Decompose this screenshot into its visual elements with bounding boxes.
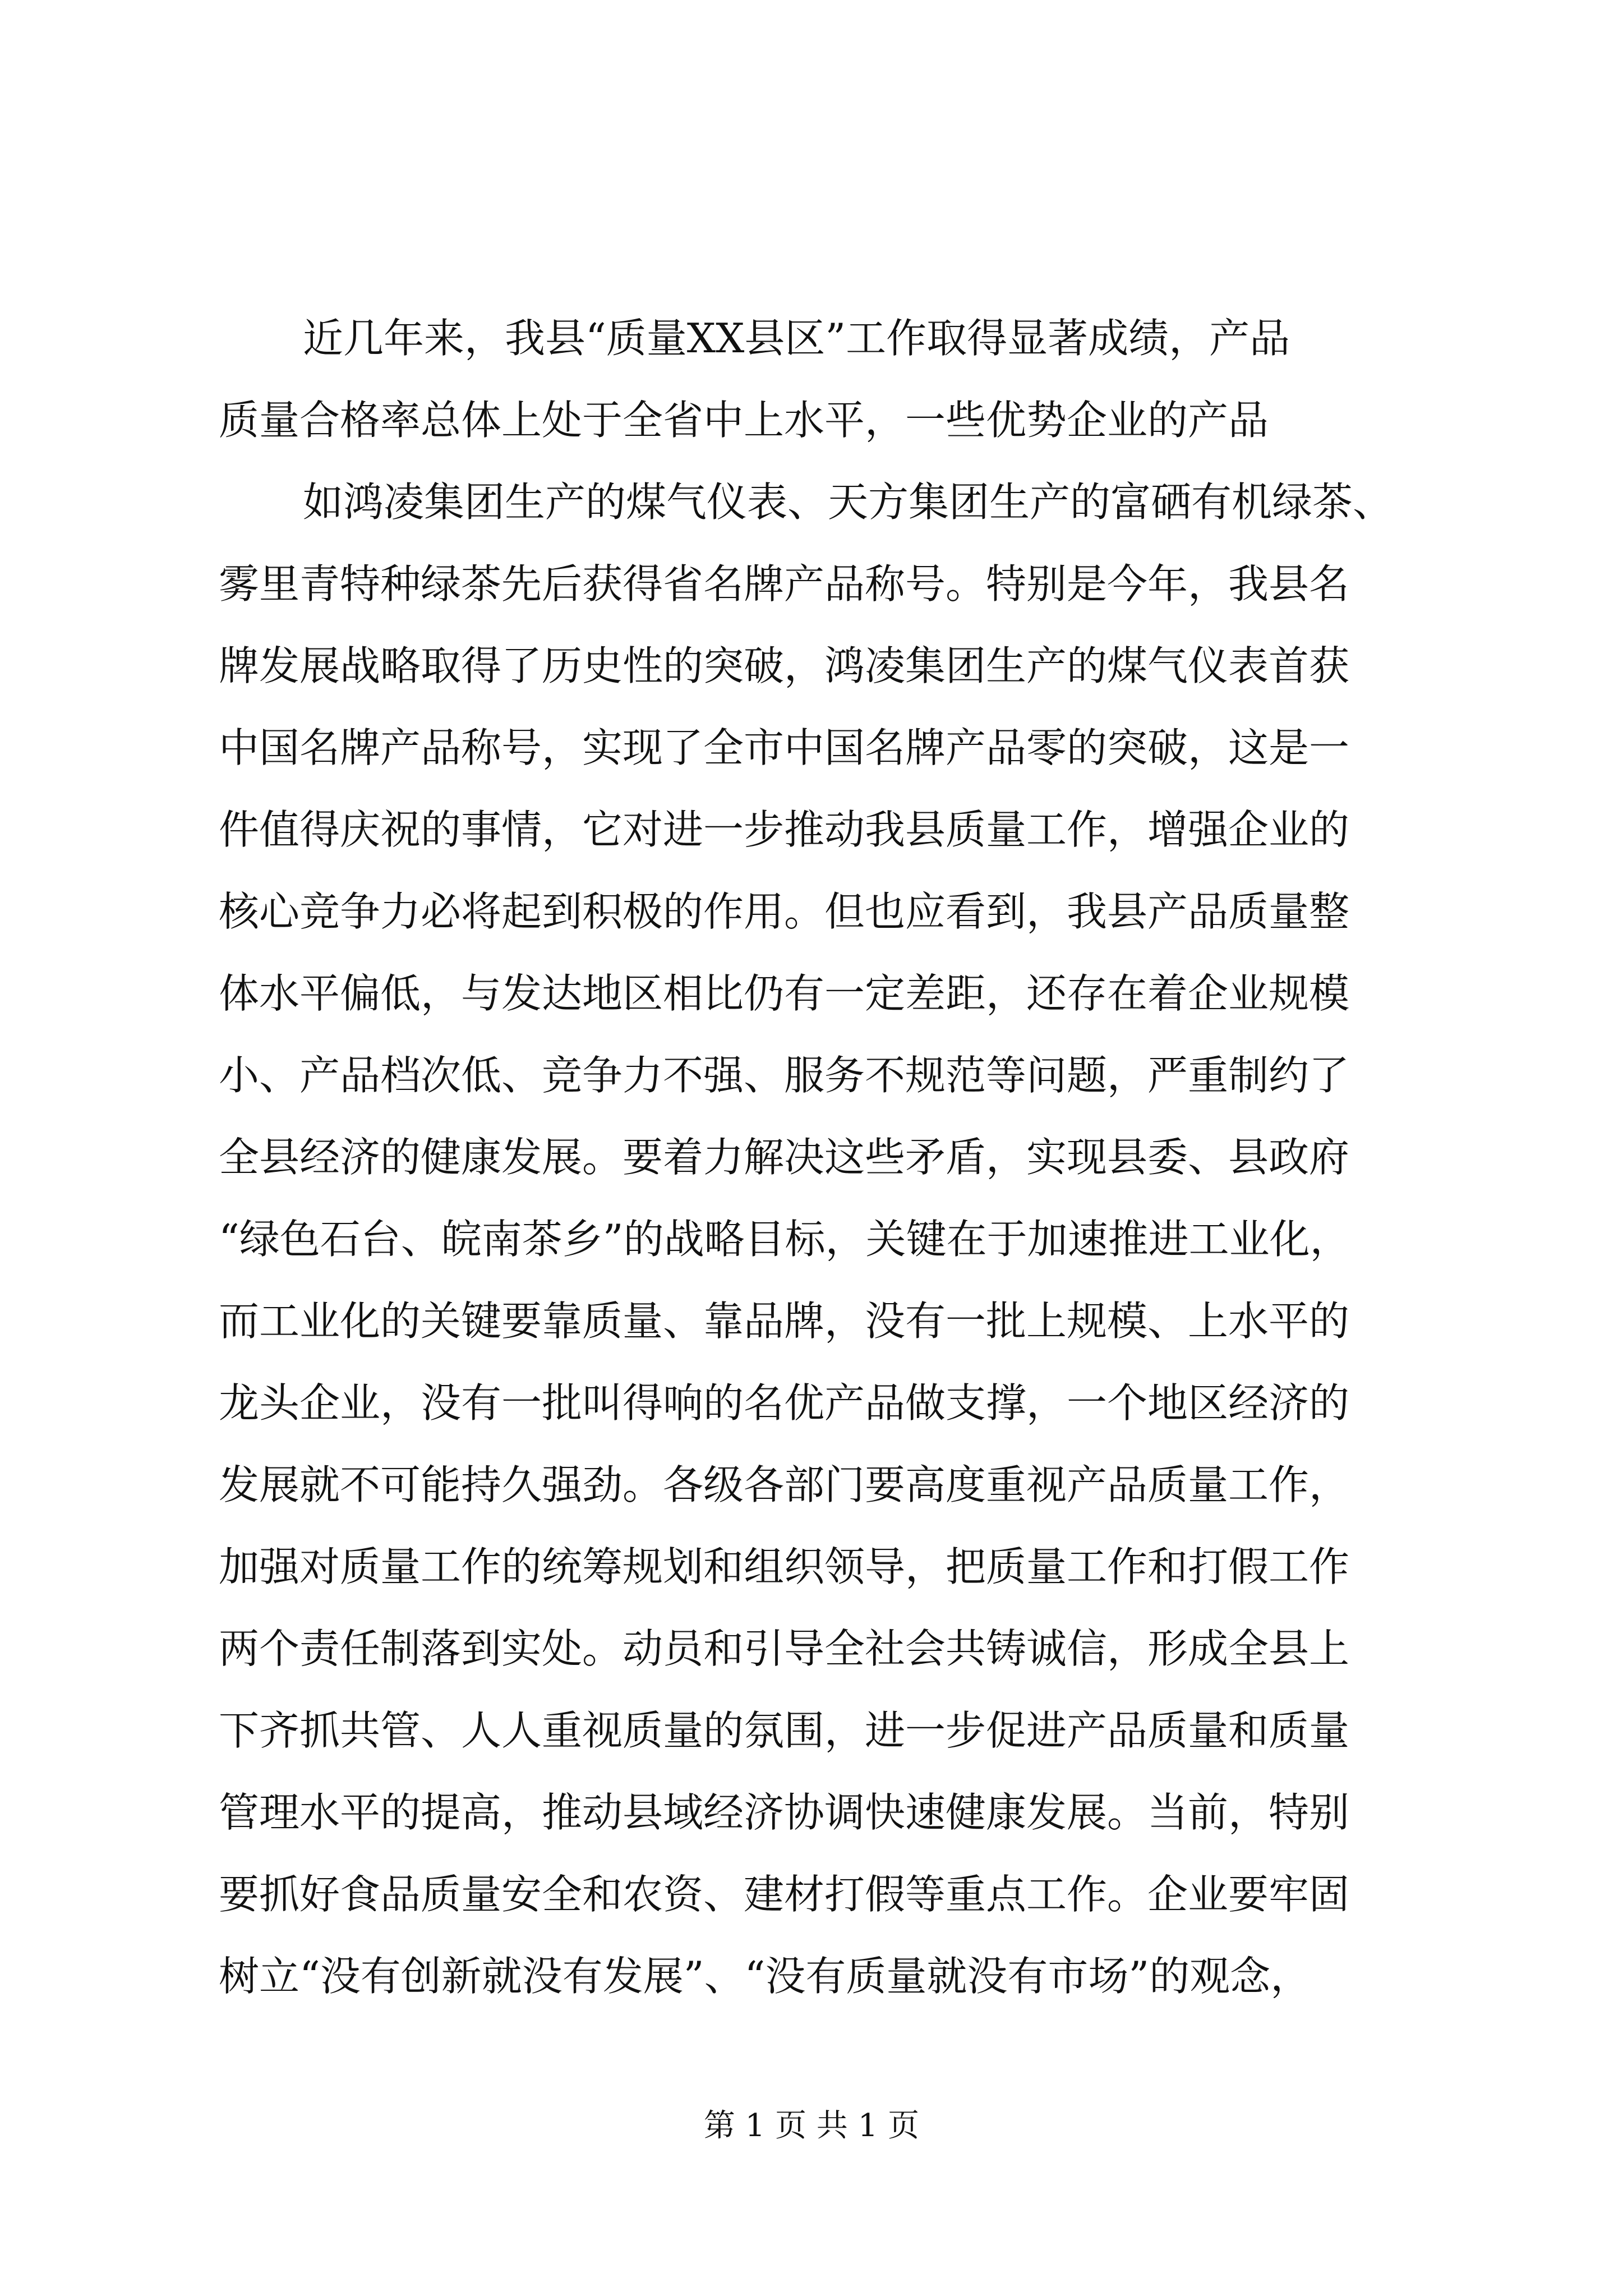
text-line: 近几年来，我县“质量XX县区”工作取得显著成绩，产品 [303, 315, 1290, 362]
text-line: 全县经济的健康发展。要着力解决这些矛盾，实现县委、县政府 [219, 1134, 1350, 1181]
text-line: 加强对质量工作的统筹规划和组织领导，把质量工作和打假工作 [219, 1543, 1350, 1590]
text-line: 质量合格率总体上处于全省中上水平，一些优势企业的产品 [219, 397, 1269, 444]
document-body [219, 297, 1481, 2017]
text-line: 小、产品档次低、竞争力不强、服务不规范等问题，严重制约了 [219, 1052, 1350, 1099]
paragraph-2 [219, 461, 1481, 2017]
text-line: 核心竞争力必将起到积极的作用。但也应看到，我县产品质量整 [219, 888, 1350, 935]
text-line: 发展就不可能持久强劲。各级各部门要高度重视产品质量工作， [219, 1461, 1350, 1508]
paragraph-1 [219, 297, 1481, 461]
text-line: 件值得庆祝的事情，它对进一步推动我县质量工作，增强企业的 [219, 806, 1350, 853]
text-line: 树立“没有创新就没有发展”、“没有质量就没有市场”的观念， [219, 1953, 1311, 2000]
text-line: 雾里青特种绿茶先后获得省名牌产品称号。特别是今年，我县名 [219, 560, 1350, 608]
text-line: 管理水平的提高，推动县域经济协调快速健康发展。当前，特别 [219, 1789, 1350, 1836]
text-line: 下齐抓共管、人人重视质量的氛围，进一步促进产品质量和质量 [219, 1707, 1350, 1754]
page-footer: 第 1 页 共 1 页 [703, 2108, 920, 2144]
text-line: 中国名牌产品称号，实现了全市中国名牌产品零的突破，这是一 [219, 724, 1350, 771]
text-line: 要抓好食品质量安全和农资、建材打假等重点工作。企业要牢固 [219, 1871, 1350, 1918]
text-line: 牌发展战略取得了历史性的突破，鸿凌集团生产的煤气仪表首获 [219, 642, 1350, 689]
text-line: “绿色石台、皖南茶乡”的战略目标，关键在于加速推进工业化， [219, 1216, 1350, 1263]
text-line: 如鸿凌集团生产的煤气仪表、天方集团生产的富硒有机绿茶、 [303, 478, 1394, 526]
text-line: 龙头企业，没有一批叫得响的名优产品做支撑，一个地区经济的 [219, 1379, 1350, 1427]
text-line: 两个责任制落到实处。动员和引导全社会共铸诚信，形成全县上 [219, 1625, 1350, 1672]
text-line: 体水平偏低，与发达地区相比仍有一定差距，还存在着企业规模 [219, 970, 1350, 1017]
text-line: 而工业化的关键要靠质量、靠品牌，没有一批上规模、上水平的 [219, 1297, 1350, 1345]
